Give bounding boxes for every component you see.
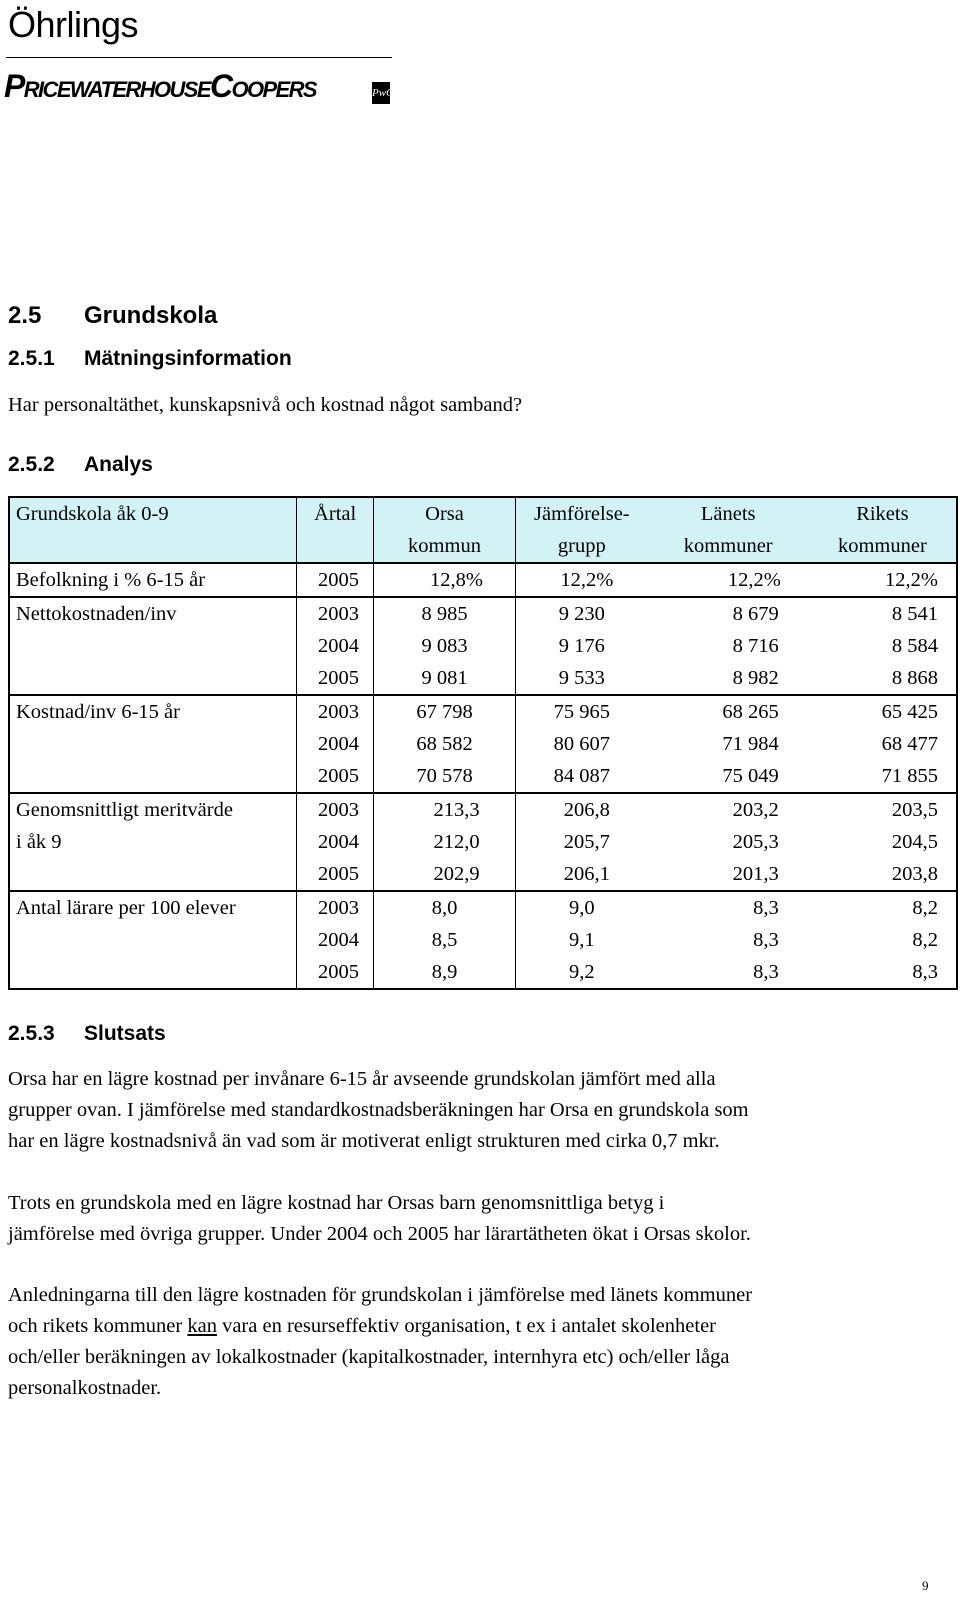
page-number: 9 <box>922 1578 929 1593</box>
row-label: Befolkning i % 6-15 år <box>9 563 297 597</box>
company-logo-top: Öhrlings <box>8 4 139 45</box>
table-header-row-2 <box>9 530 957 563</box>
header-county: Länets <box>648 497 809 530</box>
section-number: 2.5 <box>8 302 42 329</box>
company-logo-main: PricewaterhouseCoopers <box>4 68 316 104</box>
subsection-title: Mätningsinformation <box>84 347 292 370</box>
row-label-continued: i åk 9 <box>9 826 297 858</box>
table-row: 2005 8,9 9,2 8,3 8,3 <box>9 956 957 989</box>
header-orsa: Orsa <box>374 497 516 530</box>
table-row: Kostnad/inv 6-15 år 2003 67 798 75 965 68 265 65 425 <box>9 695 957 728</box>
header-county-2: kommuner <box>648 530 809 563</box>
subsection-title: Slutsats <box>84 1022 166 1045</box>
conclusion-paragraph-2: Trots en grundskola med en lägre kostnad har Orsas barn genomsnittliga betyg i jämförelse med övriga grupper. Under 2004 och 2005 har lärartätheten ökat i Orsas skolor. <box>8 1192 751 1245</box>
table-row: 2004 68 582 80 607 71 984 68 477 <box>9 728 957 760</box>
table-row: i åk 9 2004 212,0 205,7 205,3 204,5 <box>9 826 957 858</box>
header-national-2: kommuner <box>809 530 957 563</box>
header-year: Årtal <box>297 497 374 530</box>
table-row: Antal lärare per 100 elever 2003 8,0 9,0 8,3 8,2 <box>9 891 957 924</box>
header-national: Rikets <box>809 497 957 530</box>
header-comparison-2: grupp <box>516 530 648 563</box>
header-comparison: Jämförelse- <box>516 497 648 530</box>
table-row: 2005 202,9 206,1 201,3 203,8 <box>9 858 957 891</box>
section-heading <box>8 302 217 330</box>
table-row: Befolkning i % 6-15 år 2005 12,8% 12,2% 12,2% 12,2% <box>9 563 957 597</box>
subsection-number: 2.5.3 <box>8 1022 55 1045</box>
intro-question: Har personaltäthet, kunskapsnivå och kostnad något samband? <box>8 394 523 416</box>
row-label: Genomsnittligt meritvärde <box>9 793 297 826</box>
header-orsa-2: kommun <box>374 530 516 563</box>
analysis-table <box>8 496 958 990</box>
table-row: Genomsnittligt meritvärde 2003 213,3 206,8 203,2 203,5 <box>9 793 957 826</box>
logo-mark-icon: PwC <box>372 82 390 104</box>
table-row: 2005 70 578 84 087 75 049 71 855 <box>9 760 957 793</box>
logo-divider <box>6 57 392 58</box>
header-category: Grundskola åk 0-9 <box>9 497 297 530</box>
conclusion-paragraph-1: Orsa har en lägre kostnad per invånare 6-15 år avseende grundskolan jämfört med alla grupper ovan. I jämförelse med standardkostnadsberäkningen har Orsa en grundskola som har en lägre kostnadsnivå än vad som är motiverat enligt strukturen med cirka 0,7 mkr. <box>8 1068 749 1152</box>
subsection-heading-measurement <box>8 347 292 371</box>
table-row: 2004 8,5 9,1 8,3 8,2 <box>9 924 957 956</box>
section-title: Grundskola <box>84 302 218 329</box>
conclusion-paragraph-3: Anledningarna till den lägre kostnaden för grundskolan i jämförelse med länets kommuner och rikets kommuner kan vara en resurseffektiv organisation, t ex i antalet skolenheter och/eller beräkningen av lokalkostnader (kapitalkostnader, internhyra etc) och/eller låga personalkostnader. <box>8 1284 753 1399</box>
table-header-row <box>9 497 957 530</box>
row-label: Nettokostnaden/inv <box>9 597 297 630</box>
subsection-number: 2.5.1 <box>8 347 55 370</box>
subsection-heading-analysis <box>8 453 153 477</box>
subsection-heading-conclusion <box>8 1022 166 1046</box>
row-label: Kostnad/inv 6-15 år <box>9 695 297 728</box>
underlined-word: kan <box>187 1315 217 1337</box>
subsection-number: 2.5.2 <box>8 453 55 476</box>
row-label: Antal lärare per 100 elever <box>9 891 297 924</box>
table-row: 2005 9 081 9 533 8 982 8 868 <box>9 662 957 695</box>
table-row: 2004 9 083 9 176 8 716 8 584 <box>9 630 957 662</box>
table-row: Nettokostnaden/inv 2003 8 985 9 230 8 679 8 541 <box>9 597 957 630</box>
subsection-title: Analys <box>84 453 153 476</box>
